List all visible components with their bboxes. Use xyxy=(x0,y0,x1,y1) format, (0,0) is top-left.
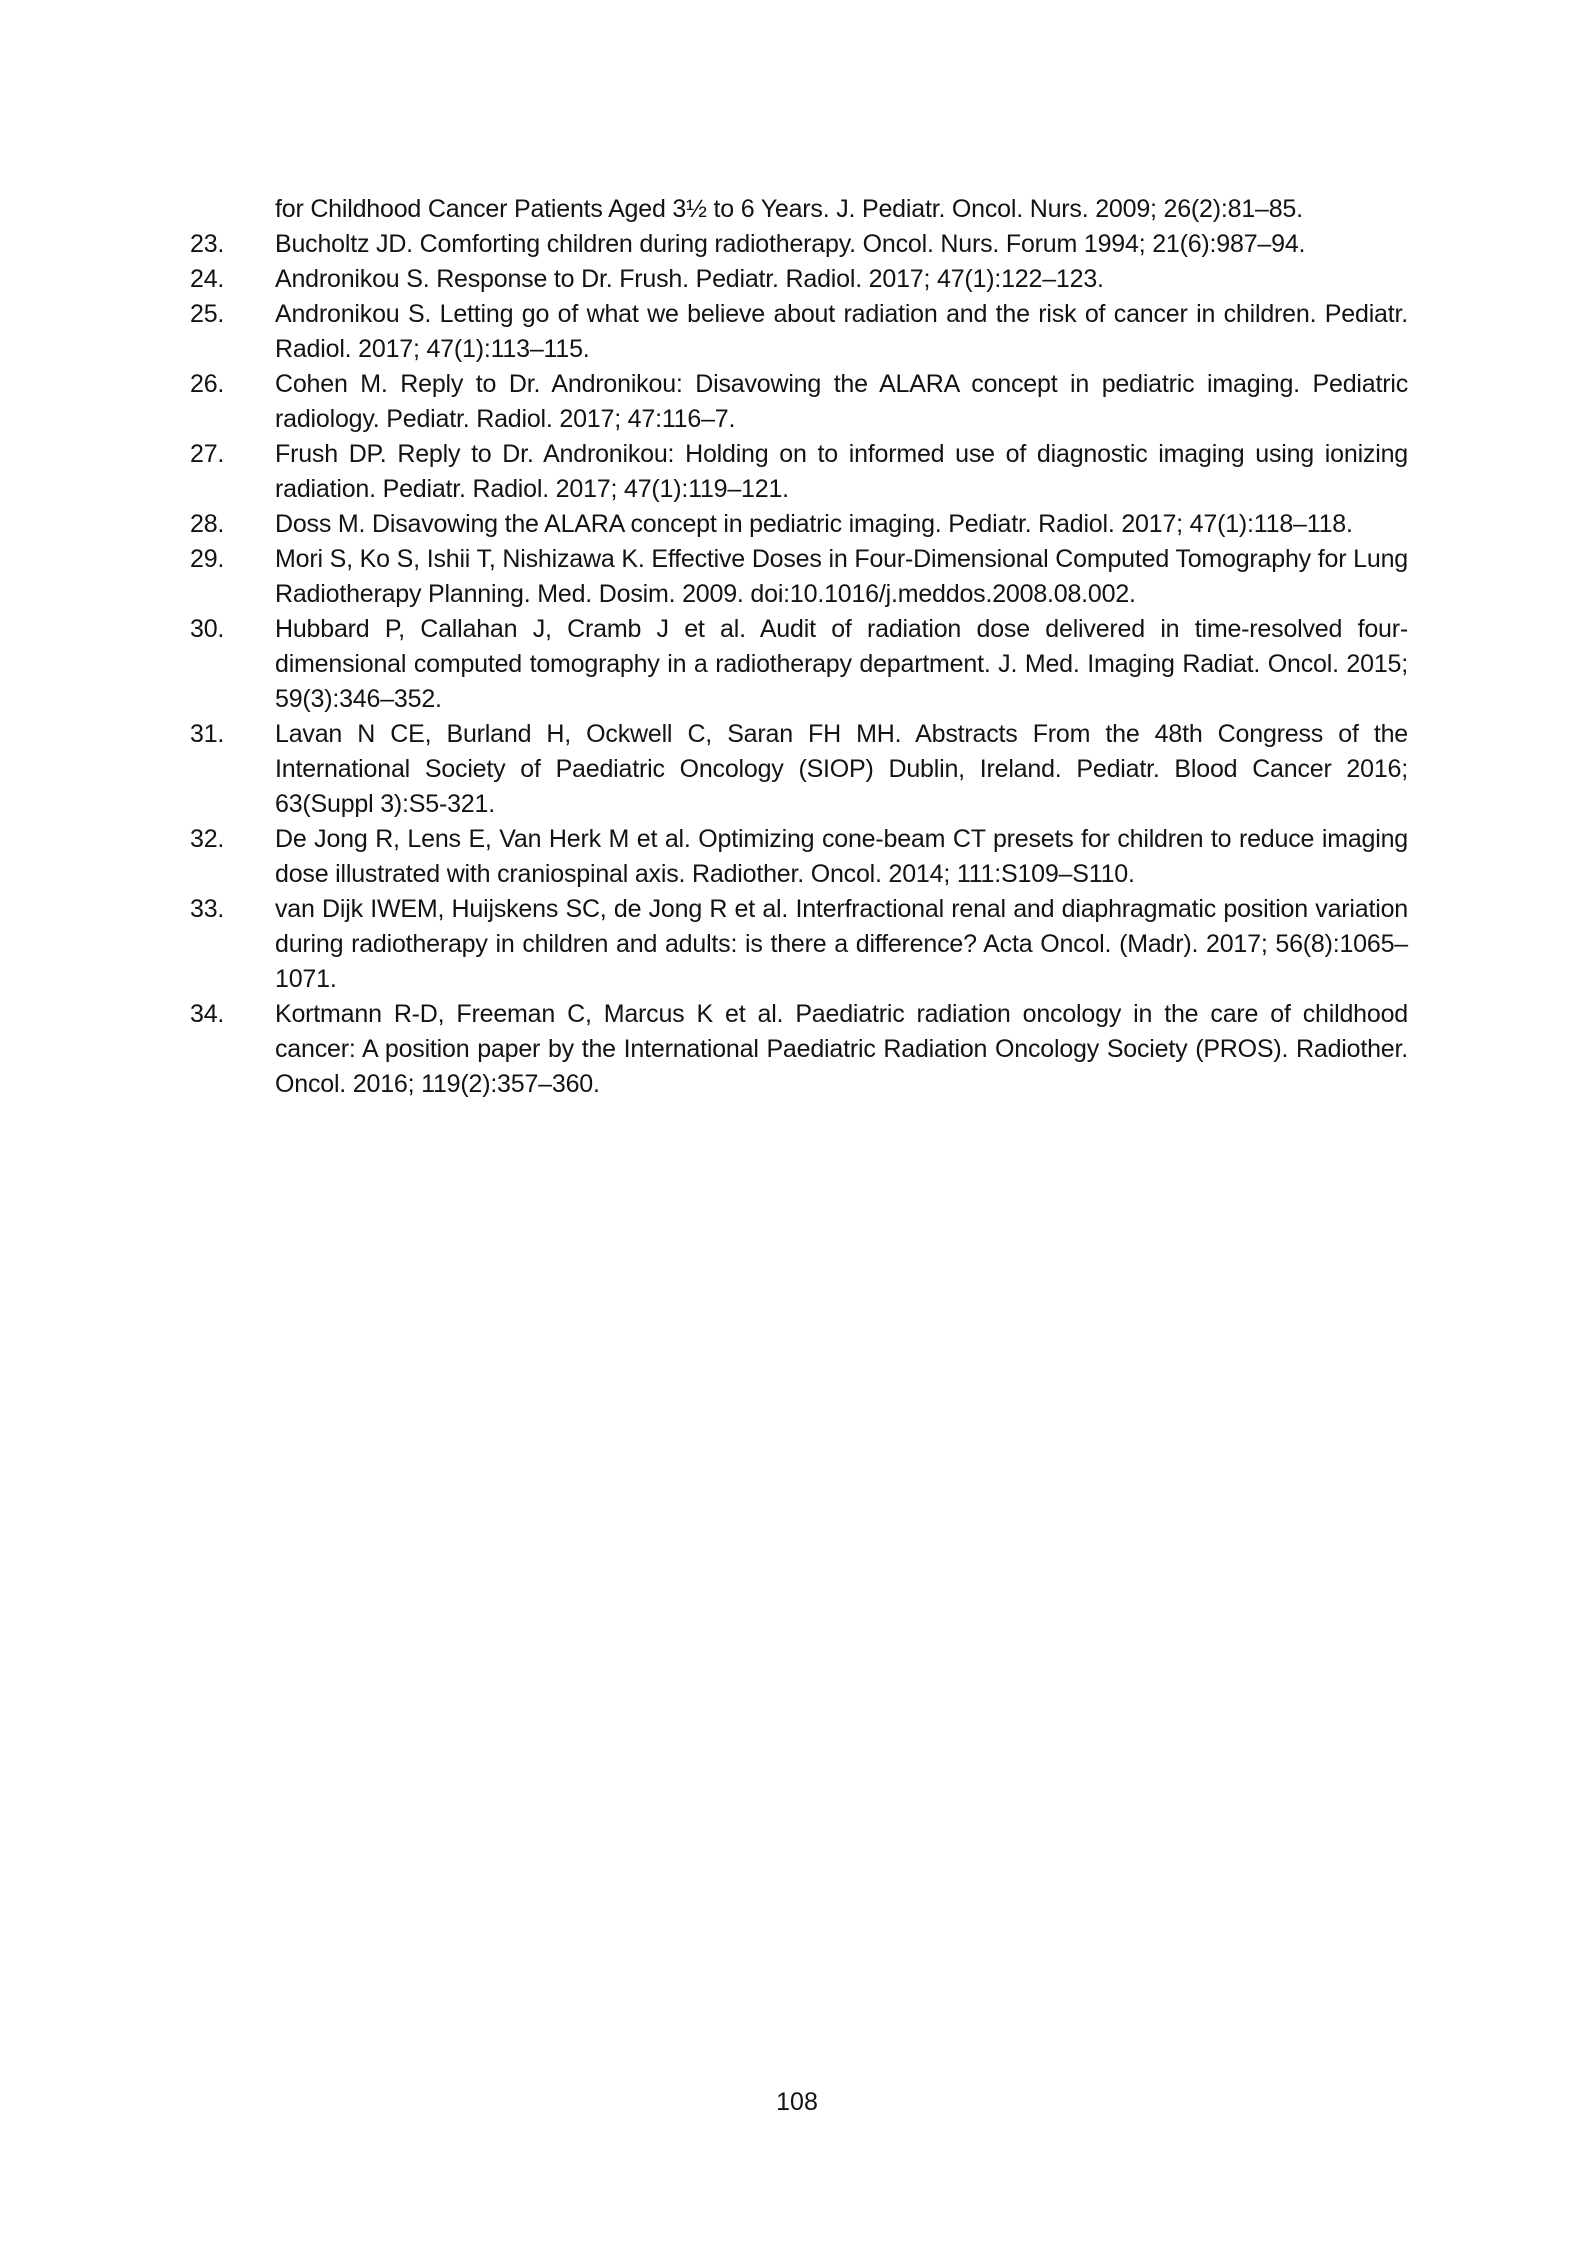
reference-number: 34. xyxy=(190,1000,225,1028)
references-list xyxy=(190,192,1408,1102)
page-number: 108 xyxy=(776,2088,818,2116)
reference-text: for Childhood Cancer Patients Aged 3½ to 6 Years. J. Pediatr. Oncol. Nurs. 2009; 26(2):81–85. xyxy=(275,195,1303,223)
reference-text: Andronikou S. Response to Dr. Frush. Pediatr. Radiol. 2017; 47(1):122–123. xyxy=(275,265,1104,293)
reference-number: 26. xyxy=(190,370,225,398)
reference-item xyxy=(190,262,1408,297)
reference-item xyxy=(190,822,1408,892)
reference-item xyxy=(190,227,1408,262)
reference-number: 27. xyxy=(190,440,225,468)
reference-text: Frush DP. Reply to Dr. Andronikou: Holding on to informed use of diagnostic imaging using ionizing radiation. Pediatr. Radiol. 2017; 47(1):119–121. xyxy=(275,440,1408,503)
reference-number: 32. xyxy=(190,825,225,853)
reference-number: 30. xyxy=(190,615,225,643)
reference-item xyxy=(190,297,1408,367)
reference-number: 23. xyxy=(190,230,225,258)
reference-number: 28. xyxy=(190,510,225,538)
reference-text: Kortmann R-D, Freeman C, Marcus K et al. Paediatric radiation oncology in the care of childhood cancer: A position paper by the International Paediatric Radiation Oncology Society (PROS). Radiother. Oncol. 2016; 119(2):357–360. xyxy=(275,1000,1408,1098)
reference-text: Cohen M. Reply to Dr. Andronikou: Disavowing the ALARA concept in pediatric imaging. Pediatric radiology. Pediatr. Radiol. 2017; 47:116–7. xyxy=(275,370,1408,433)
reference-item xyxy=(190,892,1408,997)
reference-number: 24. xyxy=(190,265,225,293)
reference-item xyxy=(190,192,1408,227)
reference-item xyxy=(190,717,1408,822)
reference-text: Andronikou S. Letting go of what we believe about radiation and the risk of cancer in children. Pediatr. Radiol. 2017; 47(1):113–115. xyxy=(275,300,1408,363)
reference-number: 25. xyxy=(190,300,225,328)
reference-number: 33. xyxy=(190,895,225,923)
reference-number: 29. xyxy=(190,545,225,573)
reference-text: Lavan N CE, Burland H, Ockwell C, Saran FH MH. Abstracts From the 48th Congress of the International Society of Paediatric Oncology (SIOP) Dublin, Ireland. Pediatr. Blood Cancer 2016; 63(Suppl 3):S5-321. xyxy=(275,720,1408,818)
reference-text: De Jong R, Lens E, Van Herk M et al. Optimizing cone-beam CT presets for children to reduce imaging dose illustrated with craniospinal axis. Radiother. Oncol. 2014; 111:S109–S110. xyxy=(275,825,1408,888)
reference-item xyxy=(190,542,1408,612)
reference-item xyxy=(190,507,1408,542)
reference-text: Bucholtz JD. Comforting children during radiotherapy. Oncol. Nurs. Forum 1994; 21(6):987–94. xyxy=(275,230,1306,258)
reference-number: 31. xyxy=(190,720,225,748)
reference-item xyxy=(190,612,1408,717)
reference-item xyxy=(190,437,1408,507)
reference-text: Hubbard P, Callahan J, Cramb J et al. Audit of radiation dose delivered in time-resolved four-dimensional computed tomography in a radiotherapy department. J. Med. Imaging Radiat. Oncol. 2015; 59(3):346–352. xyxy=(275,615,1408,713)
reference-item xyxy=(190,367,1408,437)
reference-text: van Dijk IWEM, Huijskens SC, de Jong R et al. Interfractional renal and diaphragmatic position variation during radiotherapy in children and adults: is there a difference? Acta Oncol. (Madr). 2017; 56(8):1065–1071. xyxy=(275,895,1408,993)
reference-item xyxy=(190,997,1408,1102)
reference-text: Doss M. Disavowing the ALARA concept in pediatric imaging. Pediatr. Radiol. 2017; 47(1):118–118. xyxy=(275,510,1353,538)
reference-text: Mori S, Ko S, Ishii T, Nishizawa K. Effective Doses in Four-Dimensional Computed Tomography for Lung Radiotherapy Planning. Med. Dosim. 2009. doi:10.1016/j.meddos.2008.08.002. xyxy=(275,545,1408,608)
